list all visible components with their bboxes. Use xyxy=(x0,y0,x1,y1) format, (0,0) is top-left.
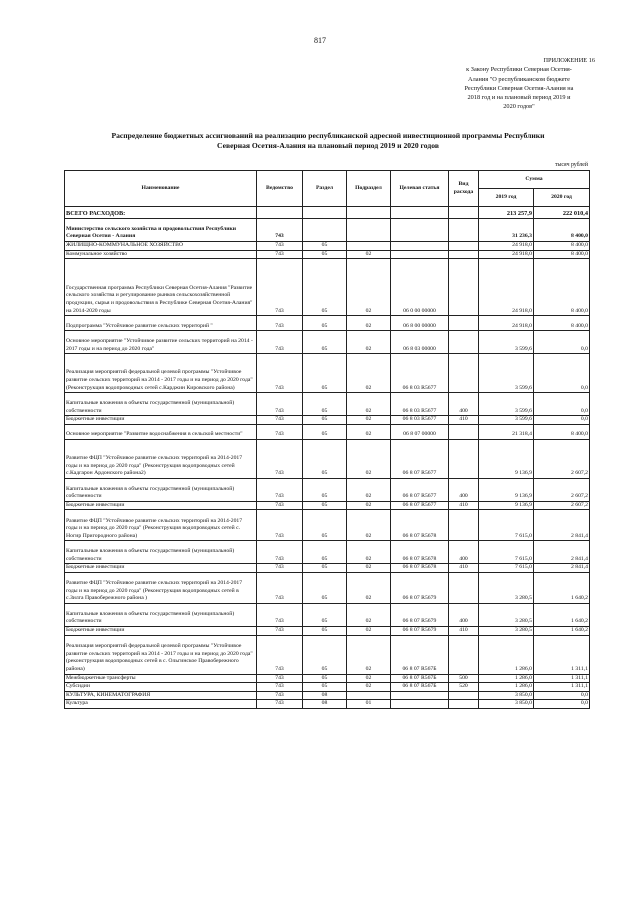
cell-ministry: 743 xyxy=(257,626,303,635)
appendix-line: к Закону Республики Северная Осетия- xyxy=(466,66,572,74)
cell-ministry: 743 xyxy=(257,510,303,541)
cell-subsection: 02 xyxy=(347,674,391,683)
cell-section: 05 xyxy=(303,626,347,635)
cell-2019: 1 286,0 xyxy=(479,635,534,674)
cell-subsection xyxy=(347,207,391,219)
cell-2019: 3 599,6 xyxy=(479,354,534,393)
cell-target xyxy=(391,242,449,251)
cell-ministry: 743 xyxy=(257,564,303,573)
cell-target xyxy=(391,700,449,709)
header-expense-type: Вид расхода xyxy=(449,171,479,207)
cell-ministry: 743 xyxy=(257,501,303,510)
cell-ministry: 743 xyxy=(257,439,303,478)
cell-target: 06 8 07 R5678 xyxy=(391,541,449,564)
cell-name: Основное мероприятие "Устойчивое развитие сельских территорий на 2014 - 2017 годы и на период до 2020 года" xyxy=(65,331,257,354)
table-row xyxy=(65,674,590,683)
cell-2019: 24 918,0 xyxy=(479,242,534,251)
table-body xyxy=(65,207,590,709)
cell-subsection: 02 xyxy=(347,541,391,564)
cell-2019: 3 280,5 xyxy=(479,572,534,603)
cell-expense-type xyxy=(449,207,479,219)
cell-expense-type: 410 xyxy=(449,501,479,510)
cell-2019: 213 257,9 xyxy=(479,207,534,219)
cell-2019: 24 918,0 xyxy=(479,250,534,259)
cell-target: 06 8 07 R5679 xyxy=(391,572,449,603)
cell-name: Основное мероприятие "Развитие водоснабжения в сельской местности" xyxy=(65,424,257,439)
cell-expense-type: 400 xyxy=(449,393,479,416)
cell-expense-type xyxy=(449,572,479,603)
cell-2019: 7 615,0 xyxy=(479,541,534,564)
cell-name: Государственная программа Республики Северная Осетия-Алания "Развитие сельского хозяйства и регулирование рынков сельскохозяйственной продукции, сырья и продовольствия в Республике Северная Осетия-Алания" на 2014-2020 годы xyxy=(65,259,257,316)
cell-2019: 3 850,0 xyxy=(479,691,534,700)
cell-section xyxy=(303,207,347,219)
table-row xyxy=(65,700,590,709)
cell-section: 05 xyxy=(303,478,347,501)
appendix-line: 2020 годов" xyxy=(503,103,535,111)
cell-section: 05 xyxy=(303,501,347,510)
cell-2020: 0,0 xyxy=(534,416,590,425)
cell-ministry: 743 xyxy=(257,635,303,674)
table-row xyxy=(65,626,590,635)
cell-subsection: 02 xyxy=(347,626,391,635)
cell-target: 06 8 03 00000 xyxy=(391,331,449,354)
cell-expense-type xyxy=(449,510,479,541)
cell-subsection xyxy=(347,691,391,700)
cell-2020: 2 841,4 xyxy=(534,564,590,573)
cell-2020: 1 311,1 xyxy=(534,683,590,692)
cell-2020: 0,0 xyxy=(534,354,590,393)
cell-name: Бюджетные инвестиции xyxy=(65,626,257,635)
title-line: Распределение бюджетных ассигнований на реализацию республиканской адресной инвестиционной программы Республики xyxy=(111,131,545,140)
cell-target xyxy=(391,250,449,259)
appendix-line: 2018 год и на плановый период 2019 и xyxy=(467,94,571,102)
cell-section: 05 xyxy=(303,674,347,683)
cell-expense-type xyxy=(449,250,479,259)
cell-2019: 31 236,3 xyxy=(479,219,534,242)
cell-subsection: 02 xyxy=(347,572,391,603)
cell-2019: 3 850,0 xyxy=(479,700,534,709)
cell-ministry: 743 xyxy=(257,354,303,393)
cell-subsection xyxy=(347,242,391,251)
cell-2019: 7 615,0 xyxy=(479,564,534,573)
cell-subsection: 02 xyxy=(347,416,391,425)
cell-2019: 9 136,9 xyxy=(479,501,534,510)
cell-target: 06 8 07 R567Б xyxy=(391,683,449,692)
cell-expense-type xyxy=(449,439,479,478)
table-row xyxy=(65,683,590,692)
appendix-block xyxy=(437,56,601,112)
table-row xyxy=(65,478,590,501)
cell-subsection: 02 xyxy=(347,603,391,626)
cell-section: 05 xyxy=(303,572,347,603)
table-row xyxy=(65,564,590,573)
cell-ministry: 743 xyxy=(257,478,303,501)
header-target: Целевая статья xyxy=(391,171,449,207)
cell-expense-type xyxy=(449,331,479,354)
cell-section: 05 xyxy=(303,354,347,393)
cell-target: 06 8 07 R5678 xyxy=(391,510,449,541)
cell-2020: 1 311,1 xyxy=(534,674,590,683)
cell-expense-type: 400 xyxy=(449,541,479,564)
cell-section: 05 xyxy=(303,331,347,354)
cell-expense-type: 500 xyxy=(449,674,479,683)
table-row xyxy=(65,259,590,316)
cell-name: Коммунальное хозяйство xyxy=(65,250,257,259)
cell-target: 06 8 07 R567Б xyxy=(391,635,449,674)
cell-subsection: 02 xyxy=(347,393,391,416)
cell-subsection: 02 xyxy=(347,424,391,439)
document-title xyxy=(78,131,578,152)
cell-section: 05 xyxy=(303,635,347,674)
cell-name: Развитие ФЦП "Устойчивое развитие сельских территорий на 2014-2017 годы и на период до 2020 года" (Реконструкция водопроводных сетей с. Ногир Пригородного района) xyxy=(65,510,257,541)
cell-ministry: 743 xyxy=(257,331,303,354)
cell-name: Бюджетные инвестиции xyxy=(65,416,257,425)
cell-2019: 3 599,6 xyxy=(479,331,534,354)
cell-subsection: 02 xyxy=(347,478,391,501)
cell-2020: 0,0 xyxy=(534,331,590,354)
cell-expense-type xyxy=(449,219,479,242)
cell-subsection: 02 xyxy=(347,683,391,692)
cell-section: 05 xyxy=(303,416,347,425)
cell-2020: 1 640,2 xyxy=(534,603,590,626)
header-section: Раздел xyxy=(303,171,347,207)
cell-target: 06 8 00 00000 xyxy=(391,316,449,331)
cell-expense-type: 400 xyxy=(449,603,479,626)
table-row xyxy=(65,316,590,331)
cell-2019: 3 280,5 xyxy=(479,626,534,635)
cell-name: Межбюджетные трансферты xyxy=(65,674,257,683)
cell-name: Подпрограмма "Устойчивое развитие сельских территорий " xyxy=(65,316,257,331)
cell-section: 05 xyxy=(303,242,347,251)
cell-expense-type xyxy=(449,635,479,674)
cell-subsection: 02 xyxy=(347,564,391,573)
cell-2020: 8 400,0 xyxy=(534,316,590,331)
cell-section xyxy=(303,219,347,242)
cell-section: 05 xyxy=(303,424,347,439)
budget-table xyxy=(64,170,590,709)
header-subsection: Подраздел xyxy=(347,171,391,207)
appendix-line: Алания "О республиканском бюджете xyxy=(468,75,570,83)
cell-expense-type xyxy=(449,700,479,709)
cell-section: 05 xyxy=(303,250,347,259)
table-row xyxy=(65,242,590,251)
cell-2019: 1 286,0 xyxy=(479,683,534,692)
cell-ministry: 743 xyxy=(257,250,303,259)
cell-2020: 0,0 xyxy=(534,393,590,416)
cell-2020: 2 841,4 xyxy=(534,510,590,541)
cell-name: Капитальные вложения в объекты государственной (муниципальной) собственности xyxy=(65,478,257,501)
table-row xyxy=(65,510,590,541)
cell-subsection: 02 xyxy=(347,354,391,393)
cell-name: Капитальные вложения в объекты государственной (муниципальной) собственности xyxy=(65,541,257,564)
cell-expense-type xyxy=(449,242,479,251)
cell-ministry: 743 xyxy=(257,416,303,425)
header-ministry: Ведомство xyxy=(257,171,303,207)
cell-subsection xyxy=(347,219,391,242)
table-row xyxy=(65,603,590,626)
cell-expense-type: 410 xyxy=(449,416,479,425)
cell-target xyxy=(391,219,449,242)
cell-2019: 21 318,4 xyxy=(479,424,534,439)
cell-2019: 3 280,5 xyxy=(479,603,534,626)
cell-name: Субсидии xyxy=(65,683,257,692)
table-row xyxy=(65,501,590,510)
cell-target: 06 0 00 00000 xyxy=(391,259,449,316)
cell-target: 06 8 07 R567Б xyxy=(391,674,449,683)
cell-2020: 8 400,0 xyxy=(534,242,590,251)
cell-subsection: 02 xyxy=(347,316,391,331)
cell-expense-type: 410 xyxy=(449,564,479,573)
cell-2020: 0,0 xyxy=(534,700,590,709)
cell-section: 08 xyxy=(303,691,347,700)
cell-section: 05 xyxy=(303,393,347,416)
cell-ministry: 743 xyxy=(257,603,303,626)
header-2019: 2019 год xyxy=(479,189,534,207)
cell-subsection: 02 xyxy=(347,259,391,316)
cell-target: 06 8 07 R5679 xyxy=(391,603,449,626)
table-row xyxy=(65,691,590,700)
cell-expense-type xyxy=(449,691,479,700)
table-row xyxy=(65,354,590,393)
cell-section: 05 xyxy=(303,439,347,478)
cell-section: 05 xyxy=(303,564,347,573)
cell-section: 08 xyxy=(303,700,347,709)
cell-target: 06 8 07 R5678 xyxy=(391,564,449,573)
cell-ministry xyxy=(257,207,303,219)
cell-name: Развитие ФЦП "Устойчивое развитие сельских территорий на 2014-2017 годы и на период до 2020 года" (Реконструкция водопроводных сетей с.Кадгарон Ардонского района2) xyxy=(65,439,257,478)
cell-expense-type: 400 xyxy=(449,478,479,501)
table-row xyxy=(65,416,590,425)
table-row xyxy=(65,207,590,219)
cell-expense-type xyxy=(449,424,479,439)
cell-2020: 1 311,1 xyxy=(534,635,590,674)
cell-subsection: 02 xyxy=(347,635,391,674)
cell-expense-type: 520 xyxy=(449,683,479,692)
cell-expense-type xyxy=(449,259,479,316)
cell-subsection: 02 xyxy=(347,439,391,478)
cell-target: 06 8 03 R5677 xyxy=(391,354,449,393)
cell-ministry: 743 xyxy=(257,691,303,700)
cell-name: ВСЕГО РАСХОДОВ: xyxy=(65,207,257,219)
cell-ministry: 743 xyxy=(257,683,303,692)
cell-expense-type: 410 xyxy=(449,626,479,635)
table-row xyxy=(65,572,590,603)
cell-target: 06 8 07 R5677 xyxy=(391,501,449,510)
table-row xyxy=(65,393,590,416)
cell-2020: 2 841,4 xyxy=(534,541,590,564)
cell-ministry: 743 xyxy=(257,316,303,331)
cell-2020: 2 607,2 xyxy=(534,439,590,478)
cell-2020: 8 400,0 xyxy=(534,424,590,439)
page-number: 817 xyxy=(314,36,326,45)
cell-name: Министерство сельского хозяйства и продовольствия Республики Северная Осетия - Алания xyxy=(65,219,257,242)
cell-section: 05 xyxy=(303,541,347,564)
cell-ministry: 743 xyxy=(257,219,303,242)
cell-subsection: 02 xyxy=(347,250,391,259)
table-row xyxy=(65,219,590,242)
cell-name: Бюджетные инвестиции xyxy=(65,564,257,573)
cell-target: 06 8 07 R5679 xyxy=(391,626,449,635)
header-sum: Сумма xyxy=(479,171,590,189)
cell-target: 06 8 03 R5677 xyxy=(391,416,449,425)
cell-2019: 9 136,9 xyxy=(479,439,534,478)
cell-2020: 222 010,4 xyxy=(534,207,590,219)
cell-name: Бюджетные инвестиции xyxy=(65,501,257,510)
cell-target xyxy=(391,691,449,700)
cell-name: Капитальные вложения в объекты государственной (муниципальной) собственности xyxy=(65,393,257,416)
cell-name: Реализация мероприятий федеральной целевой программы "Устойчивое развитие сельских территорий на 2014 - 2017 годы и на период до 2020 года" (реконструкция водопроводных сетей в с. Ольгинское Правобережного района) xyxy=(65,635,257,674)
units-label: тысяч рублей xyxy=(554,162,588,168)
cell-target: 06 8 07 R5677 xyxy=(391,478,449,501)
table-row xyxy=(65,439,590,478)
cell-name: ЖИЛИЩНО-КОММУНАЛЬНОЕ ХОЗЯЙСТВО xyxy=(65,242,257,251)
cell-name: Культура xyxy=(65,700,257,709)
cell-name: Развитие ФЦП "Устойчивое развитие сельских территорий на 2014-2017 годы и на период до 2020 года" (Реконструкция водопроводных сетей в с.Зилга Правобережного района ) xyxy=(65,572,257,603)
cell-2019: 9 136,9 xyxy=(479,478,534,501)
cell-ministry: 743 xyxy=(257,674,303,683)
cell-ministry: 743 xyxy=(257,700,303,709)
appendix-label: ПРИЛОЖЕНИЕ 16 xyxy=(543,57,595,64)
cell-expense-type xyxy=(449,316,479,331)
cell-target: 06 8 07 R5677 xyxy=(391,439,449,478)
cell-target: 06 8 07 00000 xyxy=(391,424,449,439)
cell-subsection: 01 xyxy=(347,700,391,709)
cell-2019: 7 615,0 xyxy=(479,510,534,541)
cell-2020: 8 400,0 xyxy=(534,259,590,316)
cell-2020: 2 607,2 xyxy=(534,501,590,510)
cell-section: 05 xyxy=(303,683,347,692)
cell-subsection: 02 xyxy=(347,331,391,354)
cell-2019: 3 599,6 xyxy=(479,393,534,416)
cell-ministry: 743 xyxy=(257,393,303,416)
cell-name: Капитальные вложения в объекты государственной (муниципальной) собственности xyxy=(65,603,257,626)
cell-2019: 24 918,0 xyxy=(479,316,534,331)
cell-target: 06 8 03 R5677 xyxy=(391,393,449,416)
header-2020: 2020 год xyxy=(534,189,590,207)
table-row xyxy=(65,250,590,259)
cell-section: 05 xyxy=(303,510,347,541)
cell-expense-type xyxy=(449,354,479,393)
cell-ministry: 743 xyxy=(257,541,303,564)
cell-subsection: 02 xyxy=(347,510,391,541)
table-row xyxy=(65,424,590,439)
cell-section: 05 xyxy=(303,603,347,626)
cell-2020: 2 607,2 xyxy=(534,478,590,501)
cell-ministry: 743 xyxy=(257,572,303,603)
table-row xyxy=(65,635,590,674)
cell-2020: 0,0 xyxy=(534,691,590,700)
title-line: Северная Осетия-Алания на плановый период 2019 и 2020 годов xyxy=(217,141,439,151)
cell-section: 05 xyxy=(303,259,347,316)
header-name: Наименование xyxy=(65,171,257,207)
cell-ministry: 743 xyxy=(257,424,303,439)
cell-ministry: 743 xyxy=(257,242,303,251)
cell-2019: 24 918,0 xyxy=(479,259,534,316)
appendix-line: Республики Северная Осетия-Алания на xyxy=(464,84,574,92)
cell-2020: 1 640,2 xyxy=(534,626,590,635)
cell-section: 05 xyxy=(303,316,347,331)
cell-2020: 8 400,0 xyxy=(534,250,590,259)
cell-2020: 1 640,2 xyxy=(534,572,590,603)
cell-ministry: 743 xyxy=(257,259,303,316)
cell-2019: 1 286,0 xyxy=(479,674,534,683)
cell-subsection: 02 xyxy=(347,501,391,510)
cell-name: Реализация мероприятий федеральной целевой программы "Устойчивое развитие сельских территорий на 2014 - 2017 годы и на период до 2020 года" (Реконструкция водопроводных сетей с.Карджин Кировского района) xyxy=(65,354,257,393)
cell-2020: 8 400,0 xyxy=(534,219,590,242)
table-row xyxy=(65,541,590,564)
cell-name: КУЛЬТУРА, КИНЕМАТОГРАФИЯ xyxy=(65,691,257,700)
cell-2019: 3 599,6 xyxy=(479,416,534,425)
table-row xyxy=(65,331,590,354)
cell-target xyxy=(391,207,449,219)
